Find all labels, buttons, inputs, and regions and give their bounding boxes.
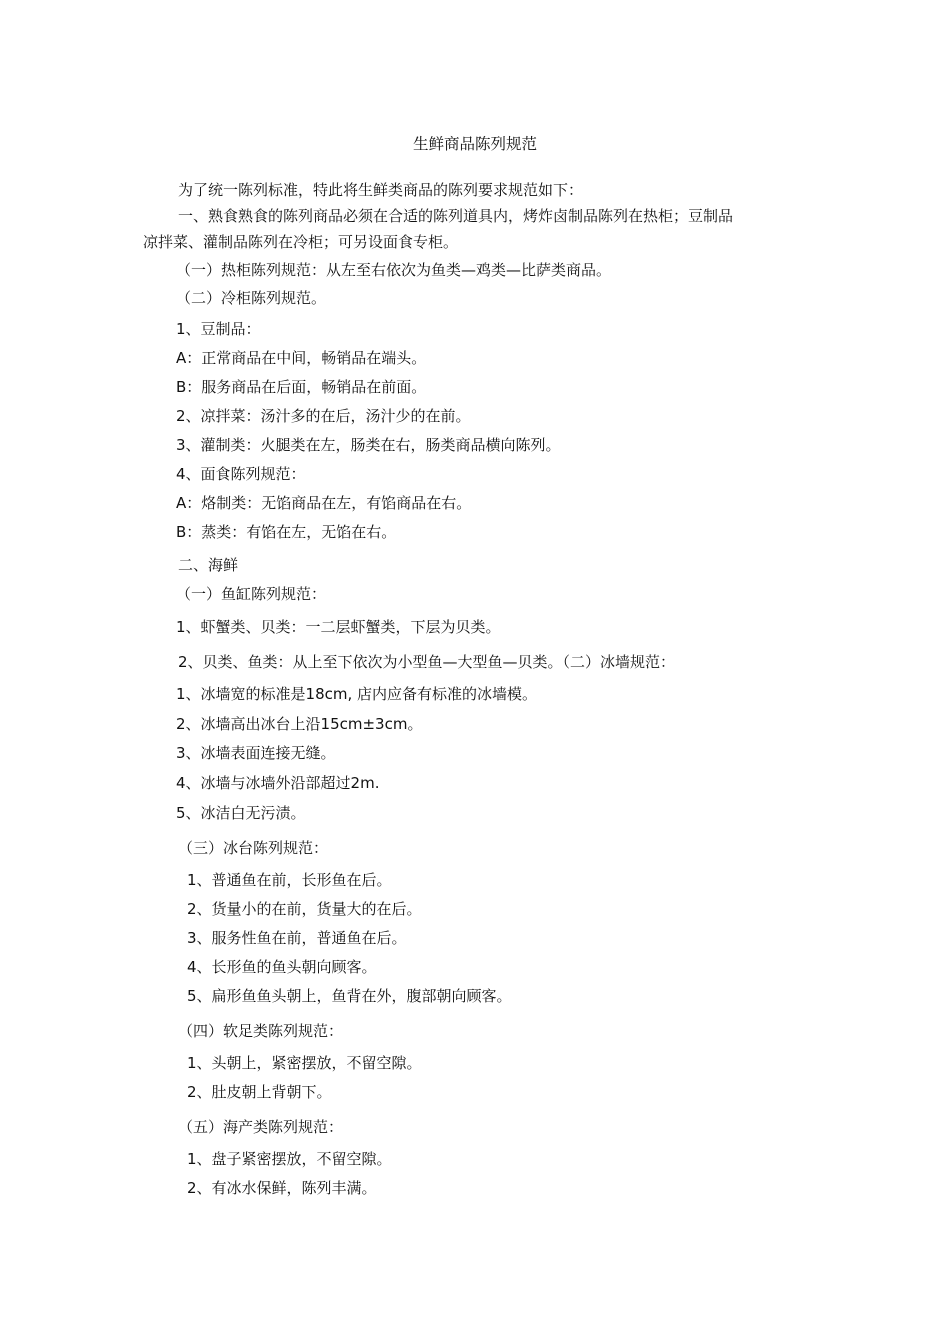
subsection-hot-cabinet: （一）热柜陈列规范：从左至右依次为鱼类—鸡类—比萨类商品。 [176, 261, 612, 279]
list-item: 2、货量小的在前，货量大的在后。 [187, 900, 422, 918]
list-item: 5、扁形鱼鱼头朝上，鱼背在外，腹部朝向顾客。 [187, 987, 512, 1005]
subsection-soft-foot: （四）软足类陈列规范： [178, 1022, 344, 1040]
section-1-paragraph-line-2: 凉拌菜、灌制品陈列在冷柜；可另设面食专柜。 [143, 233, 459, 251]
intro-paragraph: 为了统一陈列标准，特此将生鲜类商品的陈列要求规范如下： [178, 181, 584, 199]
list-item: 1、冰墙宽的标准是18cm, 店内应备有标准的冰墙模。 [176, 685, 538, 703]
list-item: 1、虾蟹类、贝类：一二层虾蟹类，下层为贝类。 [176, 618, 501, 636]
list-item: 3、灌制类：火腿类在左，肠类在右，肠类商品横向陈列。 [176, 436, 561, 454]
subsection-fish-tank: （一）鱼缸陈列规范： [176, 585, 327, 603]
list-item: 3、服务性鱼在前，普通鱼在后。 [187, 929, 407, 947]
list-item: 5、冰洁白无污渍。 [176, 804, 306, 822]
list-item: 1、普通鱼在前，长形鱼在后。 [187, 871, 392, 889]
list-item: B：蒸类：有馅在左，无馅在右。 [176, 523, 397, 541]
list-item: 4、面食陈列规范： [176, 465, 306, 483]
section-2-heading: 二、海鲜 [178, 556, 239, 574]
list-item: 1、头朝上，紧密摆放，不留空隙。 [187, 1054, 422, 1072]
subsection-seafood: （五）海产类陈列规范： [178, 1118, 344, 1136]
list-item: 2、有冰水保鲜，陈列丰满。 [187, 1179, 377, 1197]
list-item: 3、冰墙表面连接无缝。 [176, 744, 336, 762]
subsection-cold-cabinet: （二）冷柜陈列规范。 [176, 289, 327, 307]
list-item: A：正常商品在中间，畅销品在端头。 [176, 349, 427, 367]
list-item: 4、长形鱼的鱼头朝向顾客。 [187, 958, 377, 976]
section-1-paragraph-line-1: 一、熟食熟食的陈列商品必须在合适的陈列道具内，烤炸卤制品陈列在热柜；豆制品 [178, 207, 734, 225]
list-item: 4、冰墙与冰墙外沿部超过2m. [176, 774, 380, 792]
list-item: 2、贝类、鱼类：从上至下依次为小型鱼—大型鱼—贝类。（二）冰墙规范： [178, 653, 676, 671]
document-title: 生鲜商品陈列规范 [412, 135, 537, 153]
list-item: A：烙制类：无馅商品在左，有馅商品在右。 [176, 494, 472, 512]
list-item: 1、盘子紧密摆放，不留空隙。 [187, 1150, 392, 1168]
list-item: 2、凉拌菜：汤汁多的在后，汤汁少的在前。 [176, 407, 471, 425]
subsection-ice-table: （三）冰台陈列规范： [178, 839, 329, 857]
list-item: 1、豆制品： [176, 320, 261, 338]
list-item: B：服务商品在后面，畅销品在前面。 [176, 378, 427, 396]
list-item: 2、冰墙高出冰台上沿15cm±3cm。 [176, 715, 423, 733]
list-item: 2、肚皮朝上背朝下。 [187, 1083, 332, 1101]
